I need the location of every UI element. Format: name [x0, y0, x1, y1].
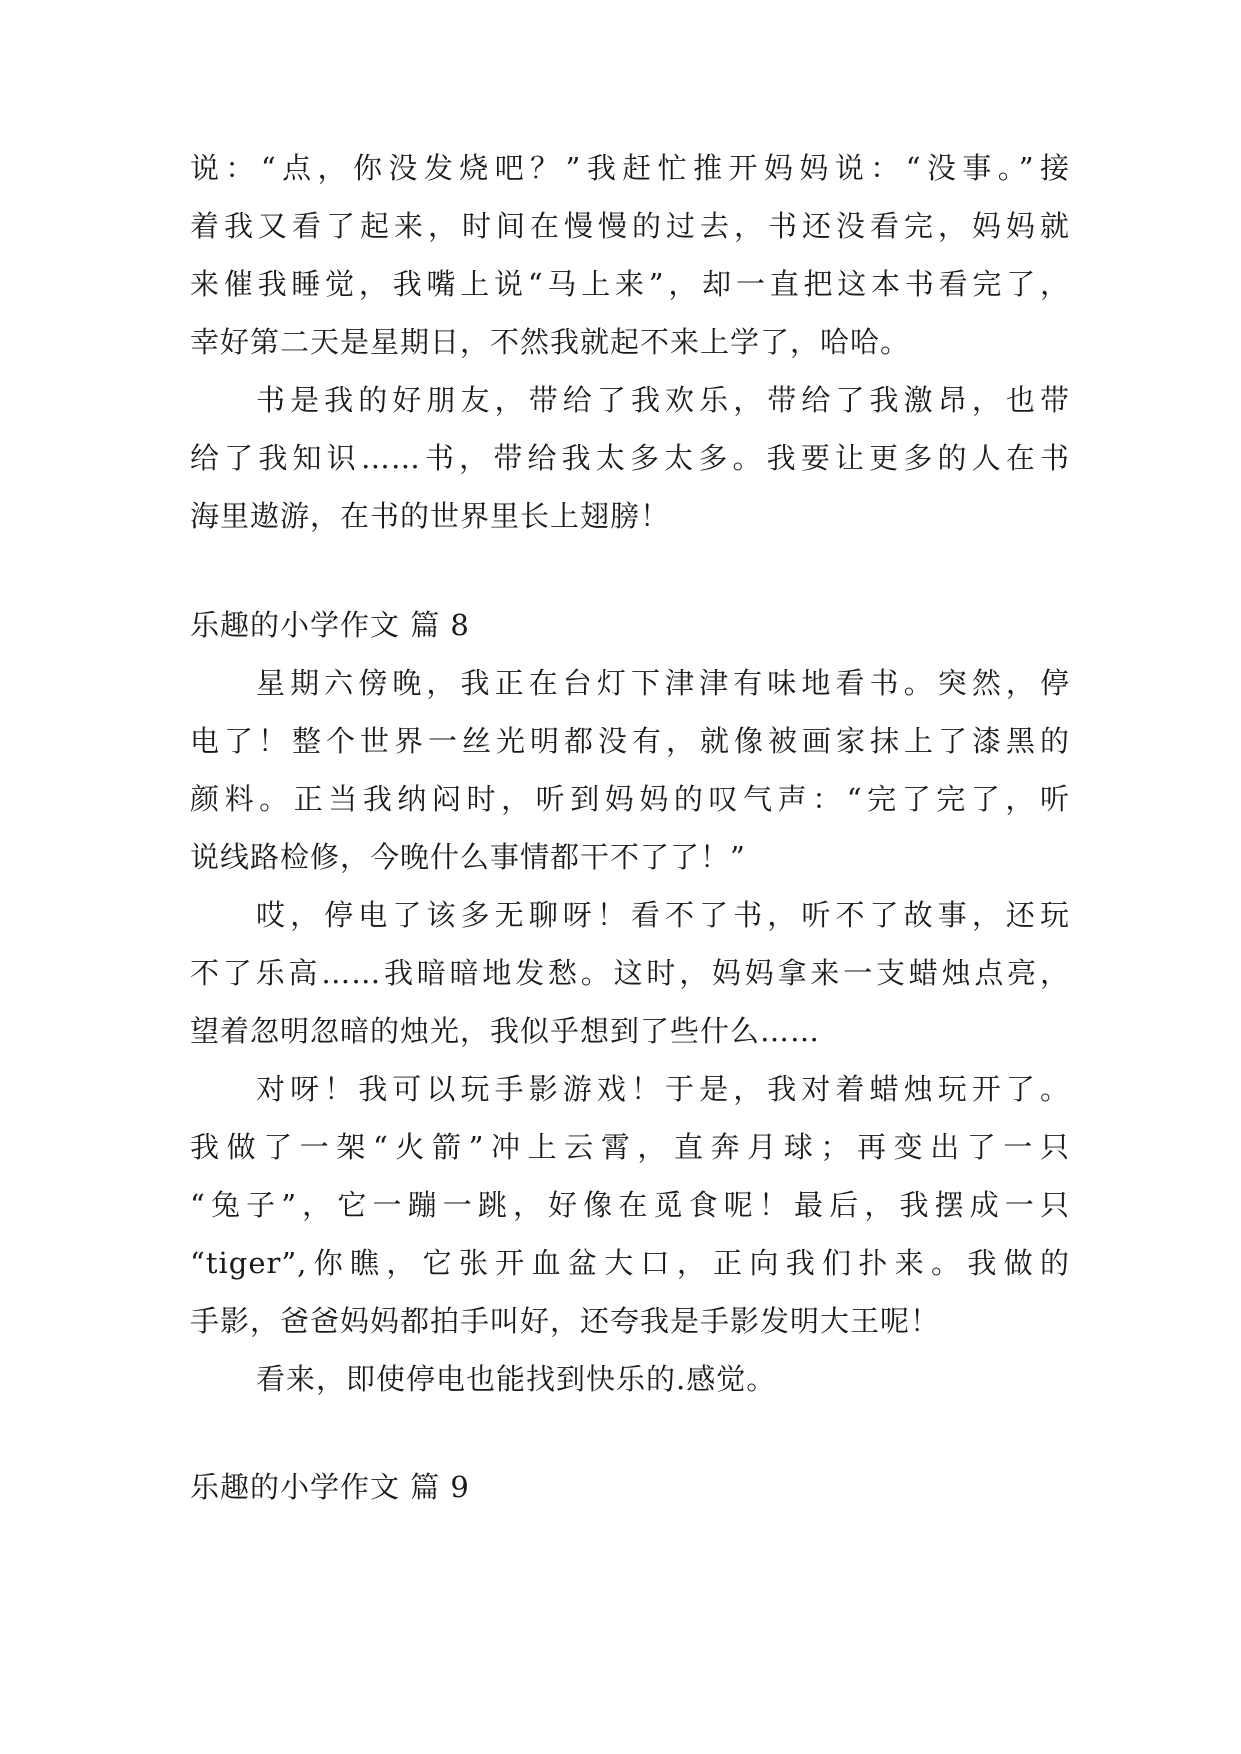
paragraph-line: 手影，爸爸妈妈都拍手叫好，还夸我是手影发明大王呢！	[190, 1304, 941, 1338]
paragraph-line: 我做了一架“火箭”冲上云霄，直奔月球；再变出了一只	[190, 1130, 1070, 1164]
paragraph-line: 不了乐高……我暗暗地发愁。这时，妈妈拿来一支蜡烛点亮，	[190, 956, 1070, 990]
section-heading: 乐趣的小学作文 篇 8	[190, 608, 470, 642]
paragraph-line: 看来，即使停电也能找到快乐的.感觉。	[256, 1362, 777, 1396]
paragraph-line: 望着忽明忽暗的烛光，我似乎想到了些什么……	[190, 1014, 821, 1048]
paragraph-line: 给了我知识……书，带给我太多太多。我要让更多的人在书	[190, 441, 1070, 475]
paragraph-line: “兔子”，它一蹦一跳，好像在觅食呢！最后，我摆成一只	[190, 1188, 1070, 1222]
paragraph-line: 海里遨游，在书的世界里长上翅膀！	[190, 499, 671, 533]
paragraph-line: 哎，停电了该多无聊呀！看不了书，听不了故事，还玩	[256, 898, 1070, 932]
paragraph-line: 着我又看了起来，时间在慢慢的过去，书还没看完，妈妈就	[190, 209, 1070, 243]
paragraph-line: 说线路检修，今晚什么事情都干不了了！”	[190, 840, 746, 874]
paragraph-line: 星期六傍晚，我正在台灯下津津有味地看书。突然，停	[256, 666, 1070, 700]
section-heading: 乐趣的小学作文 篇 9	[190, 1470, 470, 1504]
paragraph-line: 颜料。正当我纳闷时，听到妈妈的叹气声：“完了完了，听	[190, 782, 1070, 816]
paragraph-line: 说：“点，你没发烧吧？”我赶忙推开妈妈说：“没事。”接	[190, 151, 1070, 185]
paragraph-line: 电了！整个世界一丝光明都没有，就像被画家抹上了漆黑的	[190, 724, 1070, 758]
paragraph-line: 书是我的好朋友，带给了我欢乐，带给了我激昂，也带	[256, 383, 1070, 417]
paragraph-line: 来催我睡觉，我嘴上说“马上来”，却一直把这本书看完了，	[190, 267, 1070, 301]
paragraph-line: 幸好第二天是星期日，不然我就起不来上学了，哈哈。	[190, 325, 911, 359]
paragraph-line: 对呀！我可以玩手影游戏！于是，我对着蜡烛玩开了。	[256, 1072, 1070, 1106]
paragraph-line: “tiger”,你瞧，它张开血盆大口，正向我们扑来。我做的	[190, 1246, 1070, 1280]
